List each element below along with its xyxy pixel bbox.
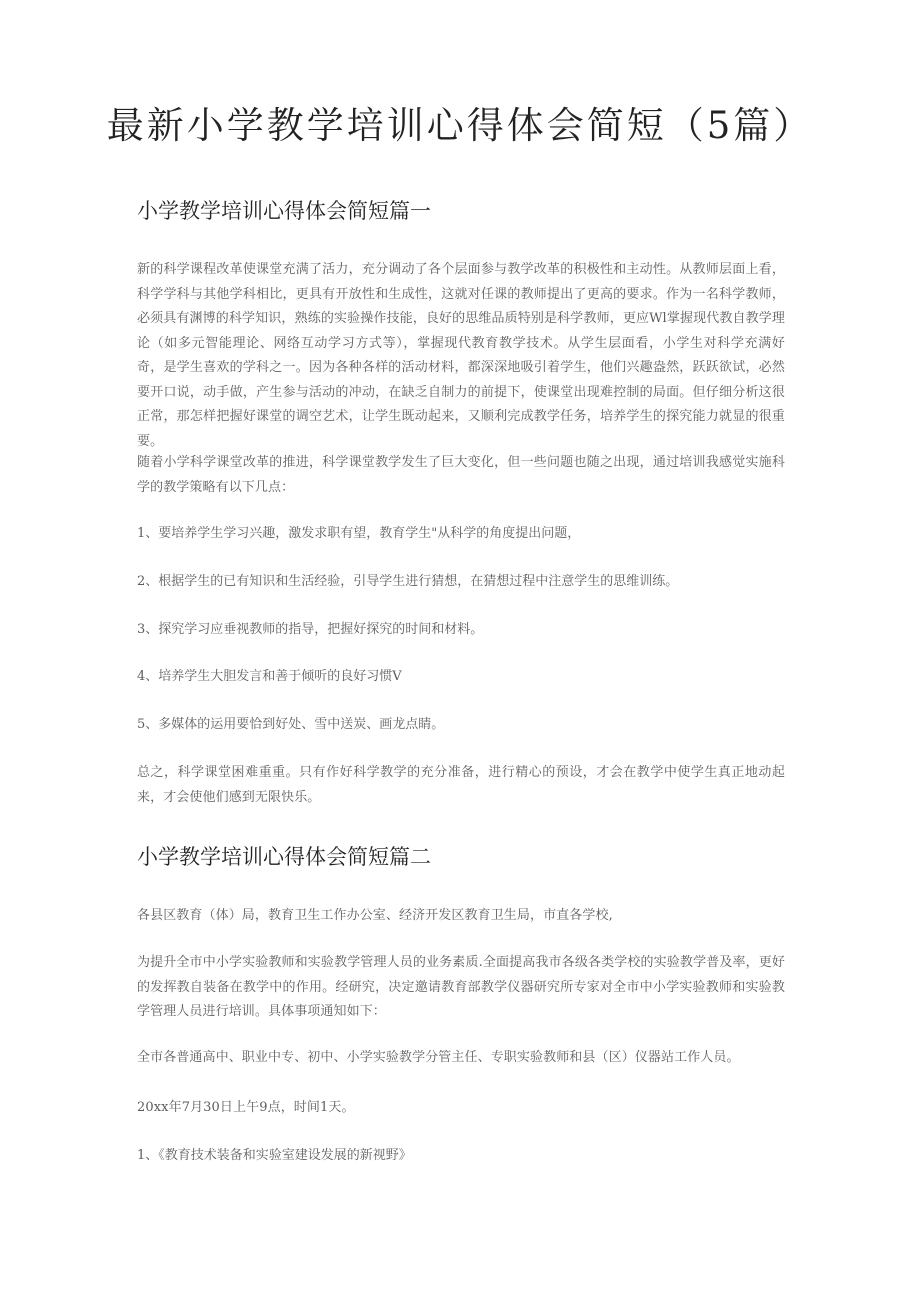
document-title: 最新小学教学培训心得体会简短（5篇） (106, 104, 814, 147)
section-heading-1: 小学教学培训心得体会简短篇一 (137, 199, 431, 223)
section1-list-item-3: 3、探究学习应垂视教师的指导，把握好探究的时间和材料。 (137, 622, 484, 637)
section2-paragraph-4: 20xx年7月30日上午9点，时间1天。 (137, 1100, 355, 1115)
section2-paragraph-3: 全市各普通高中、职业中专、初中、小学实验教学分管主任、专职实验教师和县（区）仪器站工作人员。 (137, 1050, 740, 1065)
section1-paragraph-2: 随着小学科学课堂改革的推进，科学课堂教学发生了巨大变化，但一些问题也随之出现，通过培训我感觉实施科学的教学策略有以下几点： (137, 455, 785, 495)
section1-list-item-4: 4、培养学生大胆发言和善于倾听的良好习惯V (137, 669, 402, 684)
section2-paragraph-1: 各县区教育（体）局，教育卫生工作办公室、经济开发区教育卫生局，市直各学校, (137, 908, 613, 923)
section2-list-item-1: 1、《教育技术装备和实验室建设发展的新视野》 (137, 1148, 412, 1163)
section1-list-item-5: 5、多媒体的运用要恰到好处、雪中送炭、画龙点睛。 (137, 717, 445, 732)
section1-conclusion: 总之，科学课堂困难重重。只有作好科学教学的充分准备，进行精心的预设，才会在教学中使学生真正地动起来，才会使他们感到无限快乐。 (137, 765, 785, 805)
section2-paragraph-2: 为提升全市中小学实验教师和实验教学管理人员的业务素质.全面提高我市各级各类学校的实验教学普及率，更好的发挥教自装备在教学中的作用。经研究，决定邀请教育部教学仪器研究所专家对全市中小学实验教师和实验教学管理人员进行培训。具体事项通知如下： (137, 955, 785, 1019)
section1-list-item-1: 1、要培养学生学习兴趣，激发求职有望，教育学生"从科学的角度提出问题， (137, 526, 581, 541)
section-heading-2: 小学教学培训心得体会简短篇二 (137, 845, 431, 869)
section1-paragraph-1: 新的科学课程改革使课堂充满了活力，充分调动了各个层面参与教学改革的积极性和主动性。从教师层面上看，科学学科与其他学科相比，更具有开放性和生成性，这就对任课的教师提出了更高的要求。作为一名科学教师，必须具有渊博的科学知识，熟练的实验操作技能，良好的思维品质特别是科学教师，更应Wl掌握现代教自教学理论（如多元智能理论、网络互动学习方式等），掌握现代教育教学技术。从学生层面看，小学生对科学充满好奇，是学生喜欢的学科之一。因为各种各样的活动材料，都深深地吸引着学生，他们兴趣盎然，跃跃欲试，必然要开口说，动手做，产生参与活动的冲动，在缺乏自制力的前提下，使课堂出现难控制的局面。但仔细分析这很正常，那怎样把握好课堂的调空艺术，让学生既动起来，又顺利完成教学任务，培养学生的探究能力就显的很重要。 (137, 262, 785, 449)
section1-list-item-2: 2、根据学生的已有知识和生活经验，引导学生进行猜想，在猜想过程中注意学生的思维训练。 (137, 574, 679, 589)
